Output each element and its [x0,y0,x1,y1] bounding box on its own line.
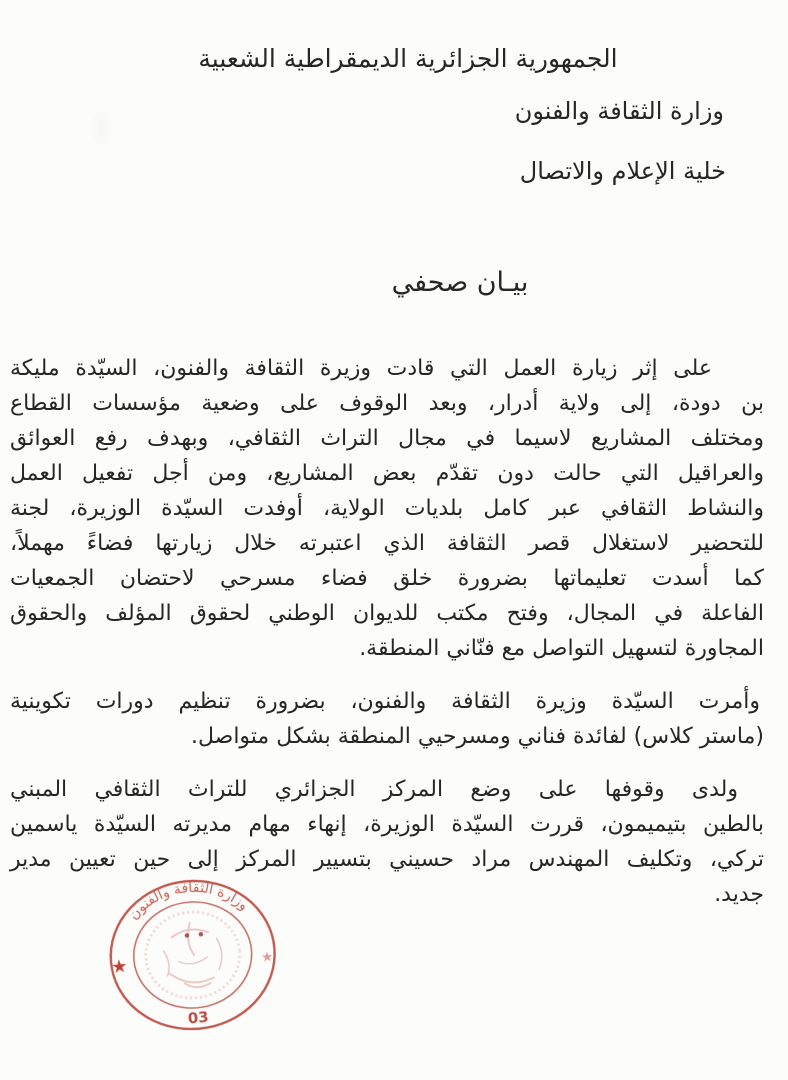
body-line: ومختلف المشاريع لاسيما في مجال التراث الثقافي، وبهدف رفع العوائق [10,426,764,451]
body-line: بالطين بتيميمون، قررت السيّدة الوزيرة، إنهاء مهام مديرته السيّدة ياسمين [10,812,764,837]
star-icon: ★ [110,955,129,979]
stamp-number: 03 [187,1007,210,1028]
body-line: بن دودة، إلى ولاية أدرار، وبعد الوقوف على وضعية مؤسسات القطاع [10,391,764,416]
official-ministry-stamp [91,868,295,1049]
body-line: الفاعلة في المجال، وفتح مكتب للديوان الوطني لحقوق المؤلف والحقوق [10,601,764,626]
body-line: جديد. [714,882,764,907]
header-communication-cell-line: خلية الإعلام والاتصال [519,157,726,185]
star-icon: ★ [260,949,275,967]
stamp-center-emblem [161,920,224,990]
press-release-title: بيـان صحفي [391,267,529,298]
stamp-dot [198,932,203,937]
body-line: وأمرت السيّدة وزيرة الثقافة والفنون، بضرورة تنظيم دورات تكوينية [10,689,760,714]
body-line: كما أسدت تعليماتها بضرورة خلق فضاء مسرحي لاحتضان الجمعيات [10,566,764,591]
stamp-seal-graphic [91,868,295,1049]
body-line: والنشاط الثقافي عبر كامل بلديات الولاية، أوفدت السيّدة الوزيرة، لجنة [10,496,764,521]
paragraph-2 [10,684,764,754]
scan-smudge [88,108,114,148]
body-line: ولدى وقوفها على وضع المركز الجزائري للتراث الثقافي المبني [10,777,738,802]
stamp-faint-text-ring [142,908,243,1002]
stamp-inner-circle [129,897,256,1013]
body-line: (ماستر كلاس) لفائدة فناني ومسرحيي المنطقة بشكل متواصل. [190,724,764,749]
document-body [10,351,764,930]
paragraph-1 [10,351,764,666]
header-ministry-line: وزارة الثقافة والفنون [514,97,724,125]
body-line: على إثر زيارة العمل التي قادت وزيرة الثقافة والفنون، السيّدة مليكة [10,356,712,381]
body-line: المجاورة لتسهيل التواصل مع فنّاني المنطقة. [359,636,764,661]
stamp-ministry-arc-text: وزارة الثقافة والفنون [125,879,252,923]
body-line: والعراقيل التي حالت دون تقدّم بعض المشاريع، ومن أجل تفعيل العمل [10,461,764,486]
header-republic-line: الجمهورية الجزائرية الديمقراطية الشعبية [198,44,618,73]
body-line: للتحضير لاستغلال قصر الثقافة الذي اعتبرته خلال زيارتها فضاءً مهملاً، [10,531,764,556]
body-line: تركي، وتكليف المهندس مراد حسيني بتسيير المركز إلى حين تعيين مدير [10,847,764,872]
